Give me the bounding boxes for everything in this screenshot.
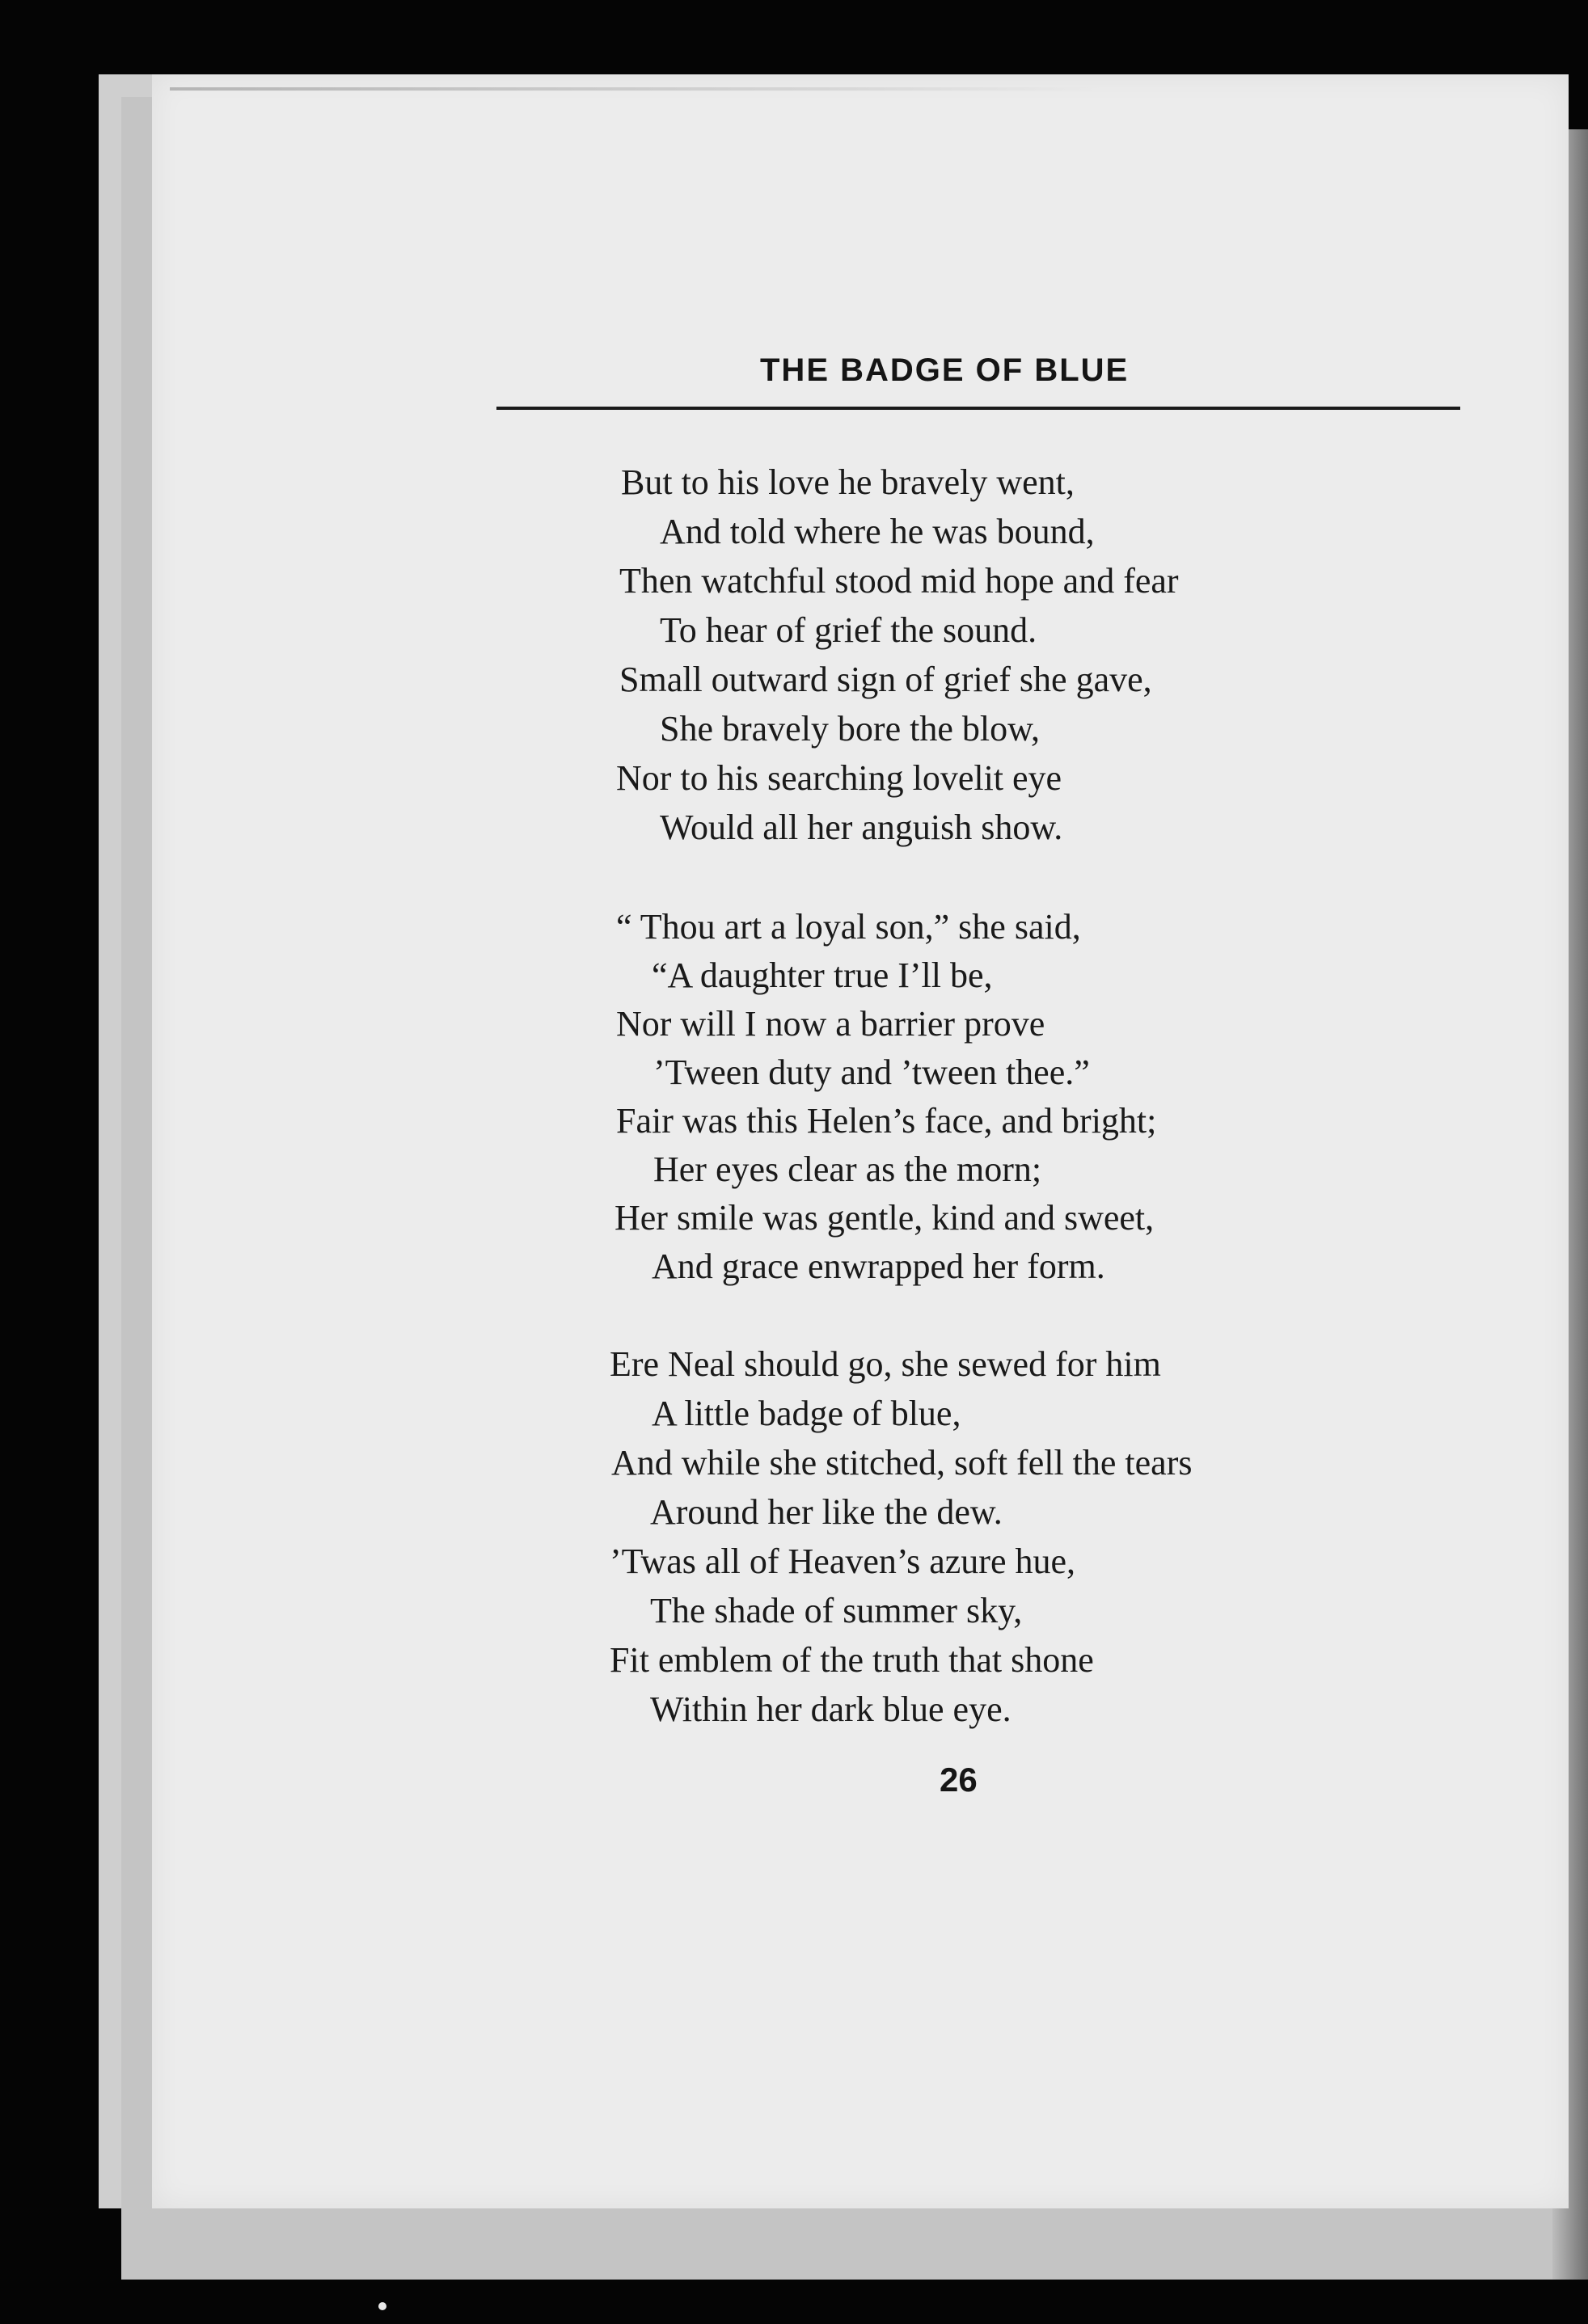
poem-line: Nor will I now a barrier prove [616,1004,1045,1044]
poem-line: And told where he was bound, [660,512,1095,551]
poem-line: Within her dark blue eye. [650,1689,1012,1729]
poem-line: Then watchful stood mid hope and fear [619,561,1179,601]
poem-line: But to his love he bravely went, [621,462,1075,502]
poem-line: And grace enwrapped her form. [652,1246,1105,1286]
poem-line: And while she stitched, soft fell the tears [611,1443,1193,1483]
poem-line: Fit emblem of the truth that shone [610,1640,1094,1680]
poem-line: “ Thou art a loyal son,” she said, [616,907,1081,947]
poem-line: Would all her anguish show. [660,808,1063,847]
poem-line: ’Tween duty and ’tween thee.” [653,1052,1090,1092]
page-number: 26 [940,1761,978,1799]
poem-line: Around her like the dew. [650,1492,1003,1532]
poem-line: The shade of summer sky, [650,1591,1023,1630]
poem-line: Her eyes clear as the morn; [653,1149,1042,1189]
poem-line: Small outward sign of grief she gave, [619,660,1152,699]
poem-line: Fair was this Helen’s face, and bright; [616,1101,1157,1141]
poem-line: She bravely bore the blow, [660,709,1041,749]
scan-speck [378,2302,386,2310]
page-top-edge [170,87,1100,91]
header-rule [496,407,1460,410]
poem-line: Ere Neal should go, she sewed for him [610,1344,1161,1384]
poem-line: ’Twas all of Heaven’s azure hue, [610,1542,1075,1581]
poem-line: To hear of grief the sound. [660,610,1037,650]
poem-line: A little badge of blue, [652,1394,961,1433]
book-page [152,74,1569,2208]
poem-line: Nor to his searching lovelit eye [616,758,1062,798]
poem-line: “A daughter true I’ll be, [652,955,993,995]
poem-line: Her smile was gentle, kind and sweet, [615,1198,1155,1238]
running-title: THE BADGE OF BLUE [760,352,1130,388]
